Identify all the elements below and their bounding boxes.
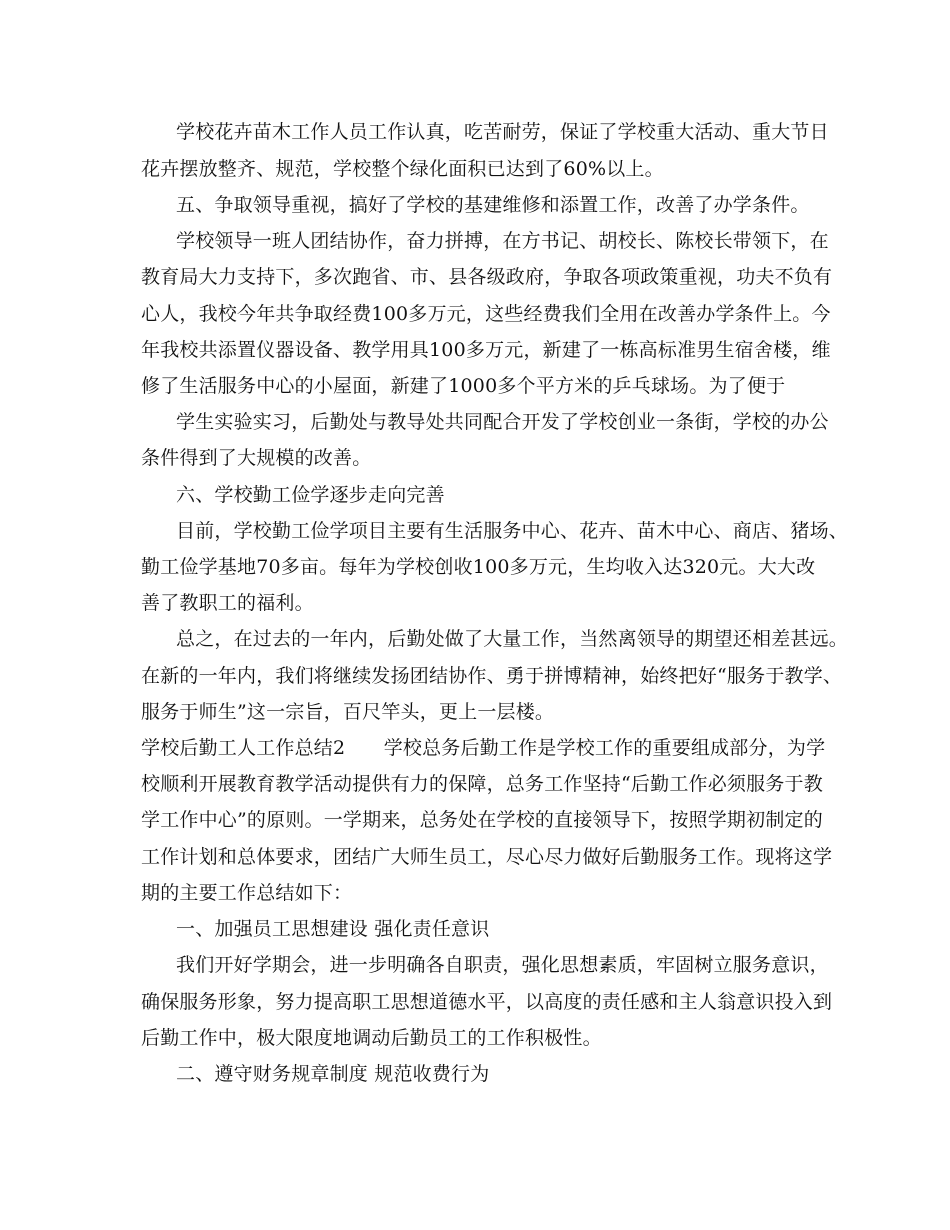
text-line: 条件得到了大规模的改善。 xyxy=(141,447,372,469)
text-line: 善了教职工的福利。 xyxy=(141,592,314,614)
section-heading: 一、加强员工思想建设 强化责任意识 xyxy=(176,918,490,940)
text-line: 总之，在过去的一年内，后勤处做了大量工作，当然离领导的期望还相差甚远。 xyxy=(176,628,849,650)
text-line: 服务于师生”这一宗旨，百尺竿头，更上一层楼。 xyxy=(141,701,555,723)
section-heading: 六、学校勤工俭学逐步走向完善 xyxy=(176,484,445,506)
text-line: 校顺利开展教育教学活动提供有力的保障，总务工作坚持“后勤工作必须服务于教 xyxy=(141,773,823,795)
text-line: 确保服务形象，努力提高职工思想道德水平，以高度的责任感和主人翁意识投入到 xyxy=(141,991,833,1013)
text-line: 勤工俭学基地70多亩。每年为学校创收100多万元，生均收入达320元。大大改 xyxy=(141,556,816,578)
text-line: 教育局大力支持下，多次跑省、市、县各级政府，争取各项政策重视，功夫不负有 xyxy=(141,266,833,288)
text-line: 期的主要工作总结如下： xyxy=(141,882,353,904)
text-line: 我们开好学期会，进一步明确各自职责，强化思想素质，牢固树立服务意识， xyxy=(176,954,829,976)
document-title-line: 学校后勤工人工作总结2 学校总务后勤工作是学校工作的重要组成部分，为学 xyxy=(141,737,826,759)
text-line: 后勤工作中，极大限度地调动后勤员工的工作积极性。 xyxy=(141,1027,602,1049)
text-line: 花卉摆放整齐、规范，学校整个绿化面积已达到了60%以上。 xyxy=(141,158,664,180)
text-line: 学校领导一班人团结协作，奋力拼搏，在方书记、胡校长、陈校长带领下，在 xyxy=(176,230,829,252)
text-line: 学工作中心”的原则。一学期来，总务处在学校的直接领导下，按照学期初制定的 xyxy=(141,809,823,831)
text-line: 心人，我校今年共争取经费100多万元，这些经费我们全用在改善办学条件上。今 xyxy=(141,303,831,325)
text-line: 工作计划和总体要求，团结广大师生员工，尽心尽力做好后勤服务工作。现将这学 xyxy=(141,846,833,868)
text-line: 学校花卉苗木工作人员工作认真，吃苦耐劳，保证了学校重大活动、重大节日 xyxy=(176,121,829,143)
text-line: 修了生活服务中心的小屋面，新建了1000多个平方米的乒乓球场。为了便于 xyxy=(141,375,786,397)
text-line: 学生实验实习，后勤处与教导处共同配合开发了学校创业一条街，学校的办公 xyxy=(176,411,829,433)
text-line: 在新的一年内，我们将继续发扬团结协作、勇于拼博精神，始终把好“服务于教学、 xyxy=(141,665,843,687)
text-line: 年我校共添置仪器设备、教学用具100多万元，新建了一栋高标准男生宿舍楼，维 xyxy=(141,339,831,361)
text-line: 目前，学校勤工俭学项目主要有生活服务中心、花卉、苗木中心、商店、猪场、 xyxy=(176,520,849,542)
section-heading: 二、遵守财务规章制度 规范收费行为 xyxy=(176,1063,490,1085)
section-heading: 五、争取领导重视，搞好了学校的基建维修和添置工作，改善了办学条件。 xyxy=(176,194,810,216)
